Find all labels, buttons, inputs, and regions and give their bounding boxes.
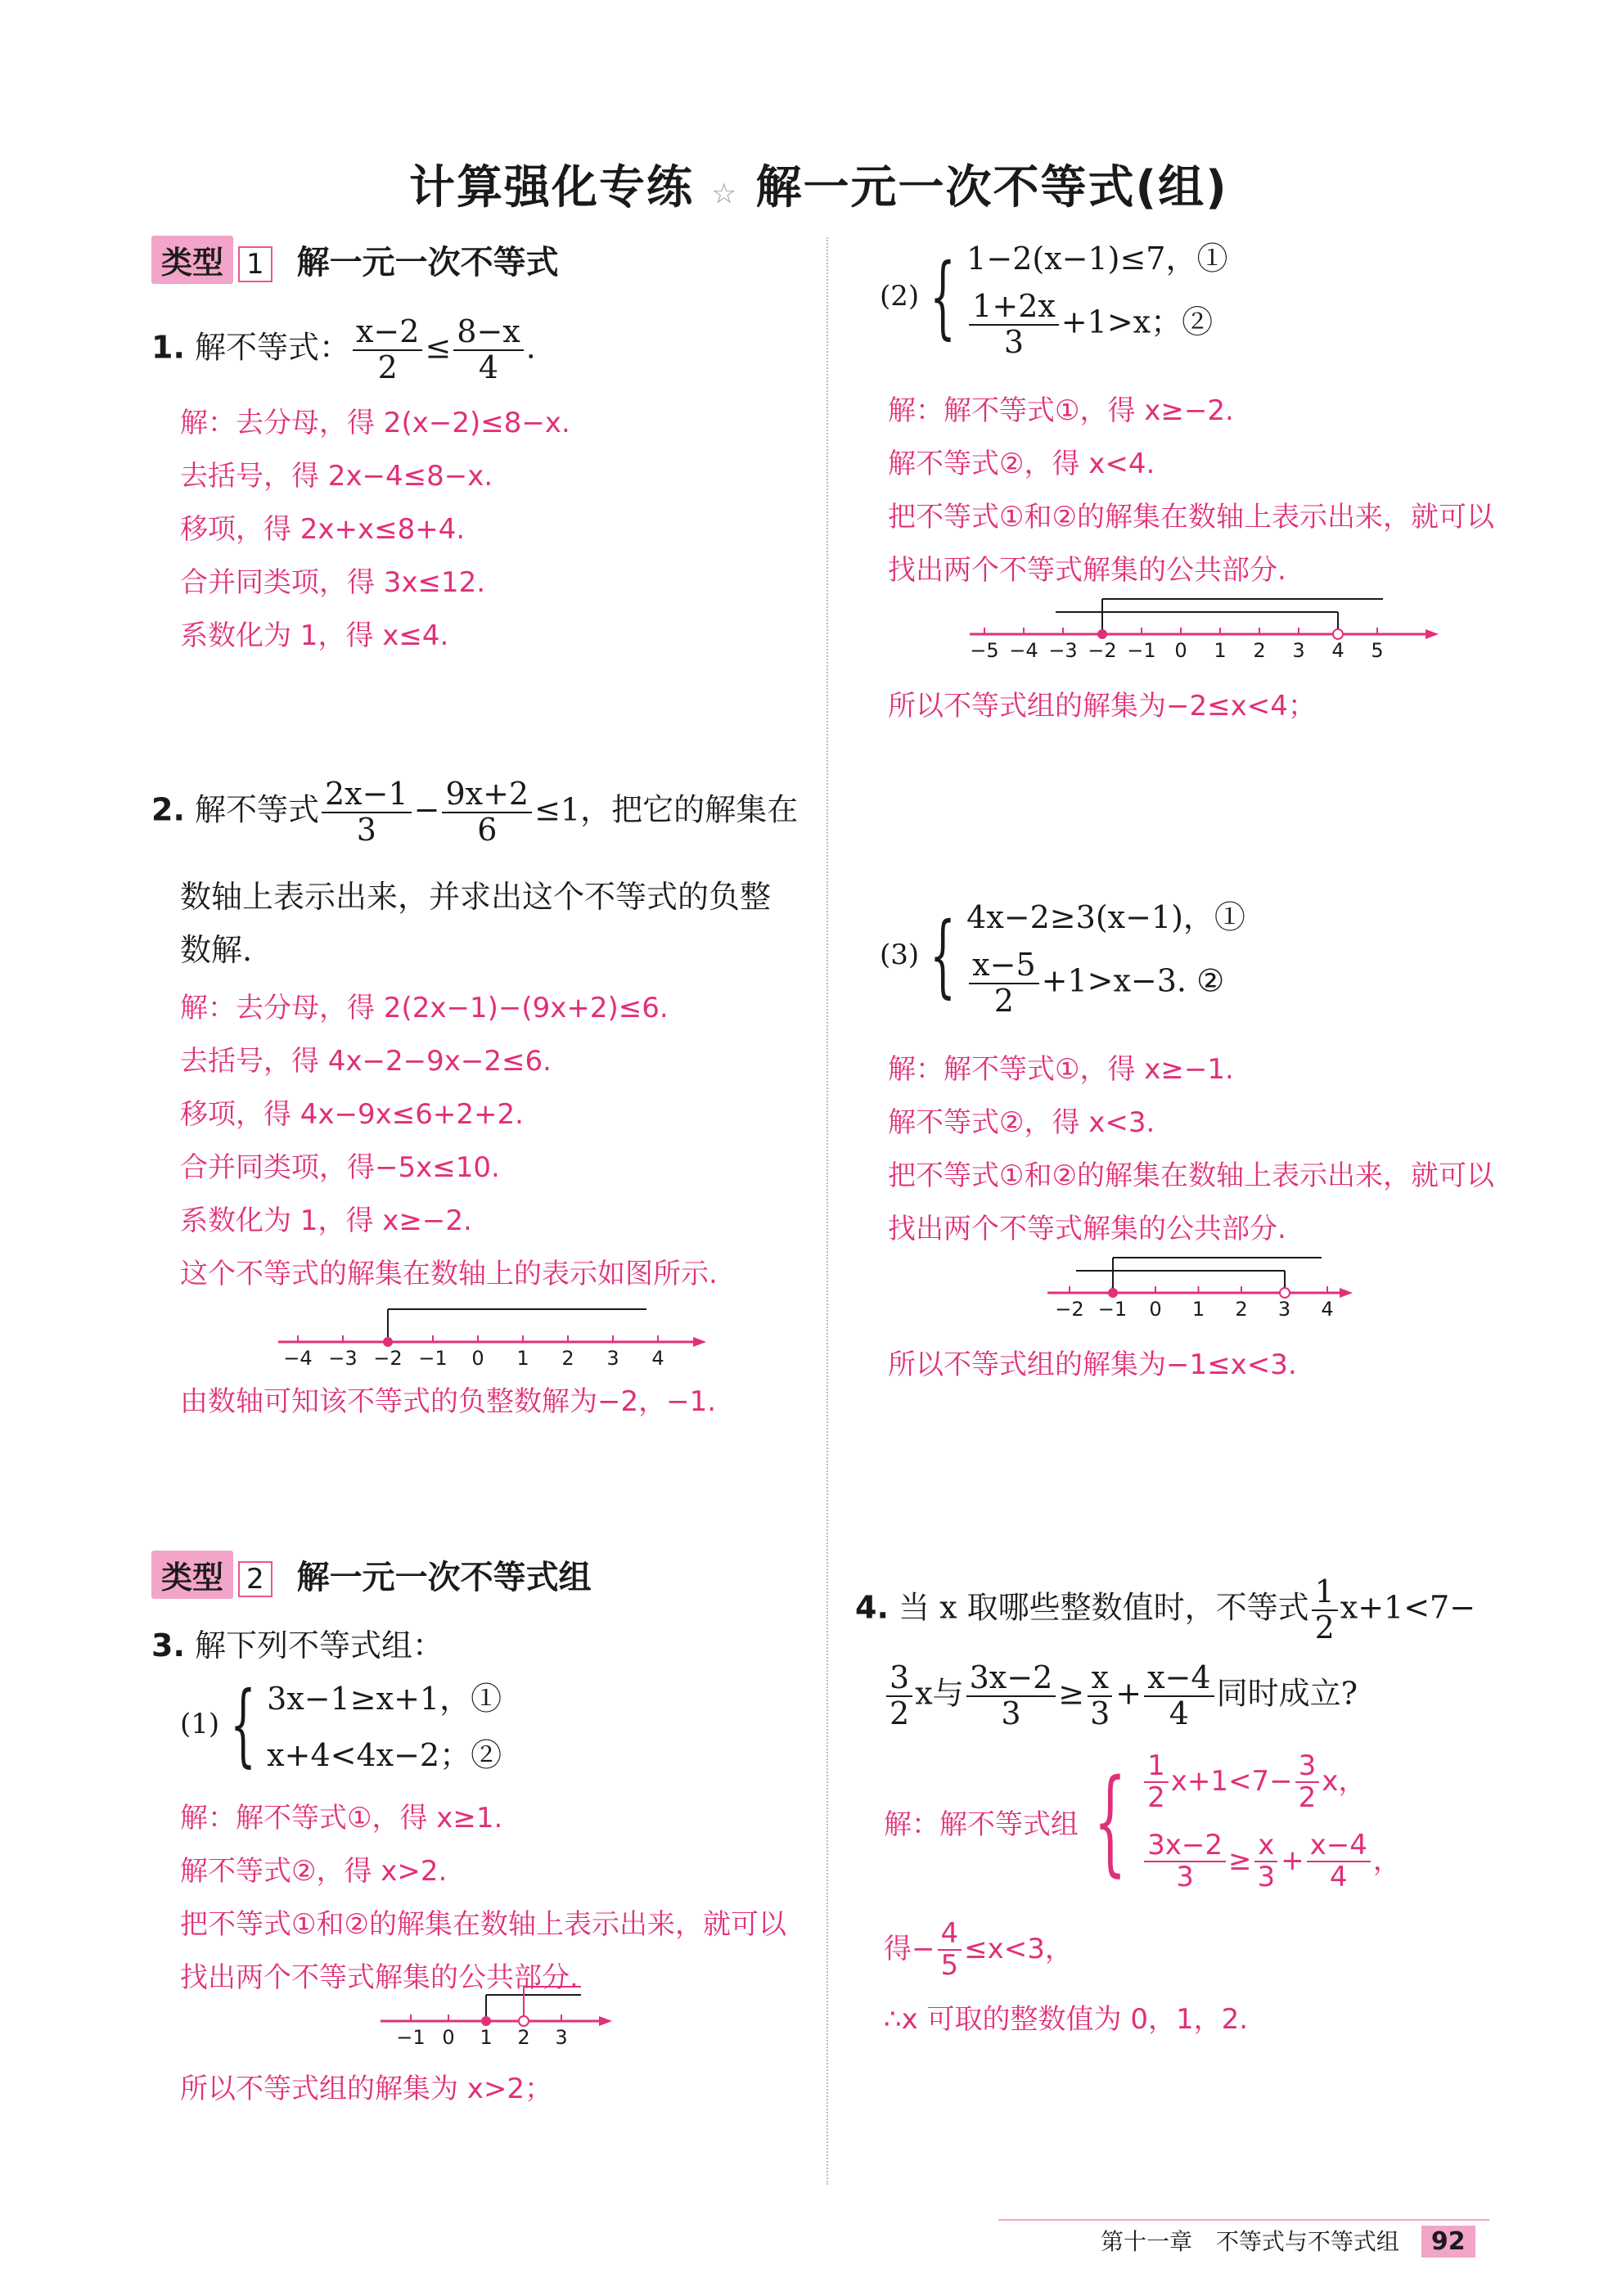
q2-solution: 解：去分母，得 2(2x−1)−(9x+2)≤6. 去括号，得 4x−2−9x−2≤6. 移项，得 4x−9x≤6+2+2. 合并同类项，得−5x≤10. 系数化为 1，得 x≥−2. 这个不等式的解集在数轴上的表示如图所示. — [180, 992, 718, 1290]
tick-label: 5 — [1371, 639, 1384, 662]
tick-label: 2 — [561, 1347, 574, 1370]
q3-part3-number-line — [1043, 1248, 1354, 1321]
tick-label: 2 — [1235, 1298, 1248, 1321]
tick-label: 1 — [1214, 639, 1227, 662]
section-header-type2: 类型 2 解一元一次不等式组 — [151, 1551, 592, 1599]
tick-label: −1 — [418, 1347, 448, 1370]
q3-part2-conclusion: 所以不等式组的解集为−2≤x<4； — [888, 690, 1316, 723]
q3-part1-system: (1) { 3x−1≥x+1，① x+4<4x−2；② — [180, 1672, 502, 1776]
title-separator: ☆ — [711, 178, 738, 210]
footer-rule — [998, 2219, 1489, 2221]
q4-final: ∴x 可取的整数值为 0，1，2. — [884, 2003, 1249, 2036]
tick-label: 3 — [1277, 1298, 1291, 1321]
question-4: 4. 当 x 取哪些整数值时，不等式 $\frac{1}{2}$ x+1<7− — [855, 1573, 1476, 1645]
q2-number-line — [274, 1297, 708, 1371]
q3-part3-solution: 解：解不等式①，得 x≥−1. 解不等式②，得 x<3. 把不等式①和②的解集在数轴上表示出来，就可以 找出两个不等式解集的公共部分. — [888, 1053, 1494, 1245]
tick-label: 1 — [1191, 1298, 1205, 1321]
tick-label: 4 — [1331, 639, 1345, 662]
tick-label: 2 — [517, 2026, 530, 2046]
question-4-line2: $\frac{3}{2}$ x与 $\frac{3x-2}{3}$ ≥ $\frac{x}{3}$ + $\frac{x-4}{4}$ 同时成立? — [884, 1661, 1358, 1731]
footer — [1101, 2224, 1475, 2257]
q4-result: 得− $\frac{4}{5}$ ≤x<3， — [884, 1917, 1073, 1983]
question-1: 1. 解不等式： $\frac{x-2}{2}$ ≤ $\frac{8-x}{4}$ . — [151, 313, 536, 385]
tick-label: −2 — [1088, 639, 1117, 662]
tick-label: −2 — [373, 1347, 403, 1370]
number-line-ticks — [283, 1335, 664, 1370]
tick-label: −1 — [1097, 1298, 1128, 1321]
tick-label: −3 — [328, 1347, 358, 1370]
solid-point — [383, 1337, 393, 1347]
tick-label: 0 — [1149, 1298, 1162, 1321]
tick-label: 0 — [442, 2026, 455, 2046]
tick-label: −1 — [1127, 639, 1156, 662]
tick-label: −3 — [1048, 639, 1078, 662]
tick-label: 1 — [480, 2026, 493, 2046]
page-title: 计算强化专练 ☆ 解一元一次不等式(组) — [409, 161, 1228, 214]
tick-label: 4 — [1321, 1298, 1334, 1321]
tick-label: 0 — [471, 1347, 484, 1370]
tick-label: 3 — [606, 1347, 619, 1370]
tick-label: 4 — [651, 1347, 664, 1370]
tick-label: 3 — [555, 2026, 568, 2046]
q2-conclusion: 由数轴可知该不等式的负整数解为−2，−1. — [180, 1385, 717, 1418]
q3-part1-solution: 解：解不等式①，得 x≥1. 解不等式②，得 x>2. 把不等式①和②的解集在数轴上表示出来，就可以 找出两个不等式解集的公共部分. — [180, 1802, 786, 1994]
question-2: 2. 解不等式 $\frac{2x-1}{3}$ − $\frac{9x+2}{6}$ ≤1，把它的解集在 — [151, 776, 799, 848]
chapter-title: 不等式与不等式组 — [1215, 2228, 1399, 2255]
q3-part3-system: (3) { 4x−2≥3(x−1)，① $\frac{x-5}{2}$ +1>x−3. ② — [880, 899, 1245, 1019]
q2-line2: 数轴上表示出来，并求出这个不等式的负整 — [180, 879, 772, 915]
tick-label: −5 — [970, 639, 999, 662]
q3-part2-number-line — [966, 589, 1440, 663]
q3-part2-solution: 解：解不等式①，得 x≥−2. 解不等式②，得 x<4. 把不等式①和②的解集在数轴上表示出来，就可以 找出两个不等式解集的公共部分. — [888, 394, 1494, 587]
tick-label: 2 — [1253, 639, 1266, 662]
tick-label: −1 — [396, 2026, 426, 2046]
question-3: 3. 解下列不等式组： — [151, 1627, 444, 1663]
q2-line3: 数解. — [180, 932, 253, 968]
q1-solution: 解：去分母，得 2(x−2)≤8−x. 去括号，得 2x−4≤8−x. 移项，得 2x+x≤8+4. 合并同类项，得 3x≤12. 系数化为 1，得 x≤4. — [180, 407, 570, 652]
q3-part1-conclusion: 所以不等式组的解集为 x>2； — [180, 2073, 553, 2105]
section-header-type1: 类型 1 解一元一次不等式 — [151, 236, 559, 284]
tick-label: −2 — [1055, 1298, 1084, 1321]
tick-label: 0 — [1174, 639, 1187, 662]
chapter-number: 第十一章 — [1101, 2228, 1193, 2255]
q4-solution-system: 解：解不等式组 { $\frac{1}{2}$ x+1<7− $\frac{3}{2}$ x， $\frac{3x-2}{3}$ ≥ $\frac{x}{3}$ + $\frac{x-4}{4}$ ， — [884, 1749, 1401, 1894]
column-divider — [827, 237, 828, 2185]
q3-part3-conclusion: 所以不等式组的解集为−1≤x<3. — [888, 1348, 1297, 1381]
tick-label: 1 — [516, 1347, 529, 1370]
tick-label: −4 — [283, 1347, 313, 1370]
q3-part2-system: (2) { 1−2(x−1)≤7，① $\frac{1+2x}{3}$ +1>x；② — [880, 241, 1228, 360]
tick-label: −4 — [1009, 639, 1038, 662]
q3-part1-number-line — [376, 1980, 614, 2046]
tick-label: 3 — [1292, 639, 1305, 662]
page-number: 92 — [1421, 2226, 1475, 2258]
